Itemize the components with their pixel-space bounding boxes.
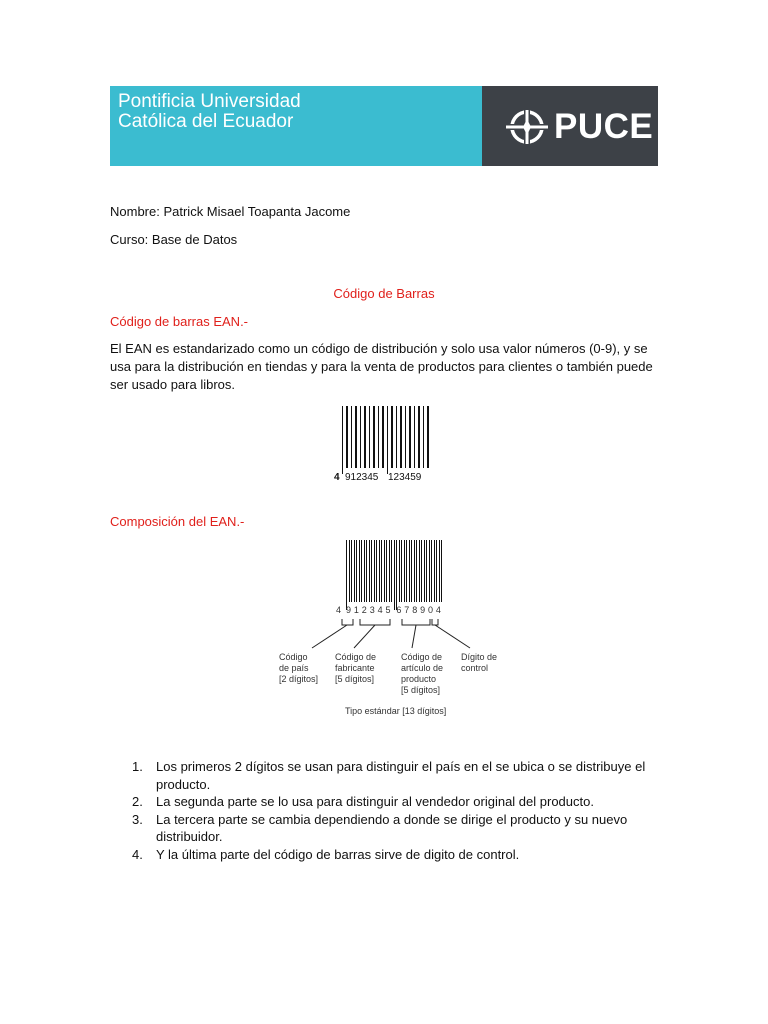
- barcode-bar: [400, 406, 402, 468]
- barcode-bar: [419, 540, 420, 602]
- student-name: Nombre: Patrick Misael Toapanta Jacome: [110, 204, 351, 219]
- barcode-bar: [361, 540, 362, 602]
- barcode-bar: [426, 540, 427, 602]
- barcode-bar: [434, 540, 435, 602]
- label-country-code: Código de país [2 dígitos]: [279, 652, 319, 684]
- barcode-bar: [349, 540, 350, 602]
- barcode-bar: [409, 406, 411, 468]
- barcode-bar: [427, 406, 429, 468]
- barcode-bar: [394, 540, 395, 610]
- barcode-bar: [346, 540, 347, 610]
- barcode-bar: [391, 406, 393, 468]
- barcode-bar: [387, 406, 388, 474]
- composition-caption: Tipo estándar [13 dígitos]: [345, 706, 447, 716]
- barcode-bar: [409, 540, 410, 602]
- ean-composition-diagram: [272, 536, 512, 722]
- barcode-bar: [436, 540, 437, 602]
- barcode-digit: 0: [428, 605, 434, 615]
- barcode-bar: [381, 540, 382, 602]
- barcode-bar: [374, 540, 375, 602]
- barcode-digit: 9: [346, 605, 352, 615]
- barcode-bar: [439, 540, 440, 602]
- barcode-bar: [399, 540, 400, 602]
- barcode-digit: 4: [336, 605, 342, 615]
- list-item: 4. Y la última parte del código de barras sirve de digito de control.: [132, 846, 520, 862]
- barcode-bar: [396, 406, 397, 468]
- barcode-bar: [404, 540, 405, 602]
- puce-emblem-icon: [504, 107, 550, 147]
- barcode-bar: [386, 540, 387, 602]
- barcode-bar: [359, 540, 360, 602]
- barcode-digit: 3: [369, 605, 375, 615]
- barcode-bar: [416, 540, 417, 602]
- barcode-bar: [382, 406, 384, 468]
- barcode-bar: [376, 540, 377, 602]
- barcode-bar: [354, 540, 355, 602]
- composition-barcode-digits: [336, 605, 441, 615]
- composition-labels: [279, 652, 500, 716]
- label-article-code: Código de artículo de producto [5 dígitos]: [401, 652, 444, 695]
- ean-barcode-image: [330, 404, 436, 484]
- section-heading-ean: Código de barras EAN.-: [110, 314, 249, 329]
- course-name: Curso: Base de Datos: [110, 232, 238, 247]
- barcode-bar: [351, 406, 352, 468]
- label-manufacturer-code: Código de fabricante [5 dígitos]: [335, 652, 377, 684]
- barcode-digit: 8: [412, 605, 418, 615]
- barcode-bar: [414, 540, 415, 602]
- list-item: 2. La segunda parte se lo usa para distinguir al vendedor original del producto.: [132, 794, 594, 809]
- barcode-bar: [373, 406, 375, 468]
- barcode-right-group: 123459: [388, 472, 422, 483]
- barcode-bar: [423, 406, 424, 468]
- list-item: 3. La tercera parte se cambia dependiendo a donde se dirige el producto y su nuevo distribuidor.: [132, 811, 628, 844]
- barcode-digit: 5: [385, 605, 391, 615]
- barcode-bar: [355, 406, 357, 468]
- barcode-bar: [378, 406, 379, 468]
- composition-barcode-bars: [346, 540, 442, 610]
- barcode-bar: [351, 540, 352, 602]
- barcode-bar: [421, 540, 422, 602]
- barcode-bar: [424, 540, 425, 602]
- explanation-list: [110, 758, 670, 863]
- university-name-line2: Católica del Ecuador: [118, 111, 294, 132]
- barcode-bar: [414, 406, 415, 468]
- barcode-bar: [401, 540, 402, 602]
- label-control-digit: Dígito de control: [461, 652, 498, 673]
- barcode-bar: [360, 406, 361, 468]
- barcode-bar: [369, 540, 370, 602]
- list-item: 1. Los primeros 2 dígitos se usan para distinguir el país en el se ubica o se distribuye el producto.: [132, 759, 646, 792]
- barcode-first-digit: 4: [334, 472, 340, 483]
- barcode-digit: 1: [353, 605, 359, 615]
- barcode-bar: [369, 406, 370, 468]
- barcode-digit: 4: [435, 605, 441, 615]
- barcode-digit: 6: [396, 605, 402, 615]
- barcode-bar: [396, 540, 397, 610]
- barcode-digit: 4: [377, 605, 383, 615]
- barcode-bar: [379, 540, 380, 602]
- document-title: Código de Barras: [333, 286, 435, 301]
- barcode-digit: 2: [361, 605, 367, 615]
- section-heading-composition: Composición del EAN.-: [110, 514, 245, 529]
- barcode-bar: [405, 406, 406, 468]
- ean-description-paragraph: El EAN es estandarizado como un código de distribución y solo usa valor números (0-9), y se usa para la distribución en tiendas y para la venta de productos para clientes o también puede ser usado para libros.: [110, 341, 653, 392]
- barcode-bar: [429, 540, 430, 602]
- barcode-bar: [431, 540, 432, 602]
- barcode-bar: [364, 540, 365, 602]
- banner-right-panel: [482, 86, 658, 166]
- barcode-bars: [342, 406, 429, 474]
- barcode-bar: [356, 540, 357, 602]
- barcode-digit: 7: [404, 605, 410, 615]
- barcode-bar: [389, 540, 390, 602]
- barcode-bar: [366, 540, 367, 602]
- barcode-bar: [364, 406, 366, 468]
- barcode-bar: [371, 540, 372, 602]
- barcode-bar: [406, 540, 407, 602]
- composition-brackets: [312, 619, 470, 648]
- university-banner: [110, 86, 658, 166]
- university-name: [118, 92, 301, 132]
- barcode-bar: [342, 406, 343, 474]
- puce-logo-text: PUCE: [554, 107, 654, 146]
- barcode-bar: [346, 406, 348, 468]
- barcode-bar: [441, 540, 442, 602]
- barcode-left-group: 912345: [345, 472, 379, 483]
- university-name-line1: Pontificia Universidad: [118, 91, 301, 112]
- barcode-bar: [384, 540, 385, 602]
- barcode-digit: 9: [420, 605, 426, 615]
- banner-left-panel: [110, 86, 482, 166]
- barcode-bar: [418, 406, 420, 468]
- barcode-bar: [411, 540, 412, 602]
- barcode-bar: [391, 540, 392, 602]
